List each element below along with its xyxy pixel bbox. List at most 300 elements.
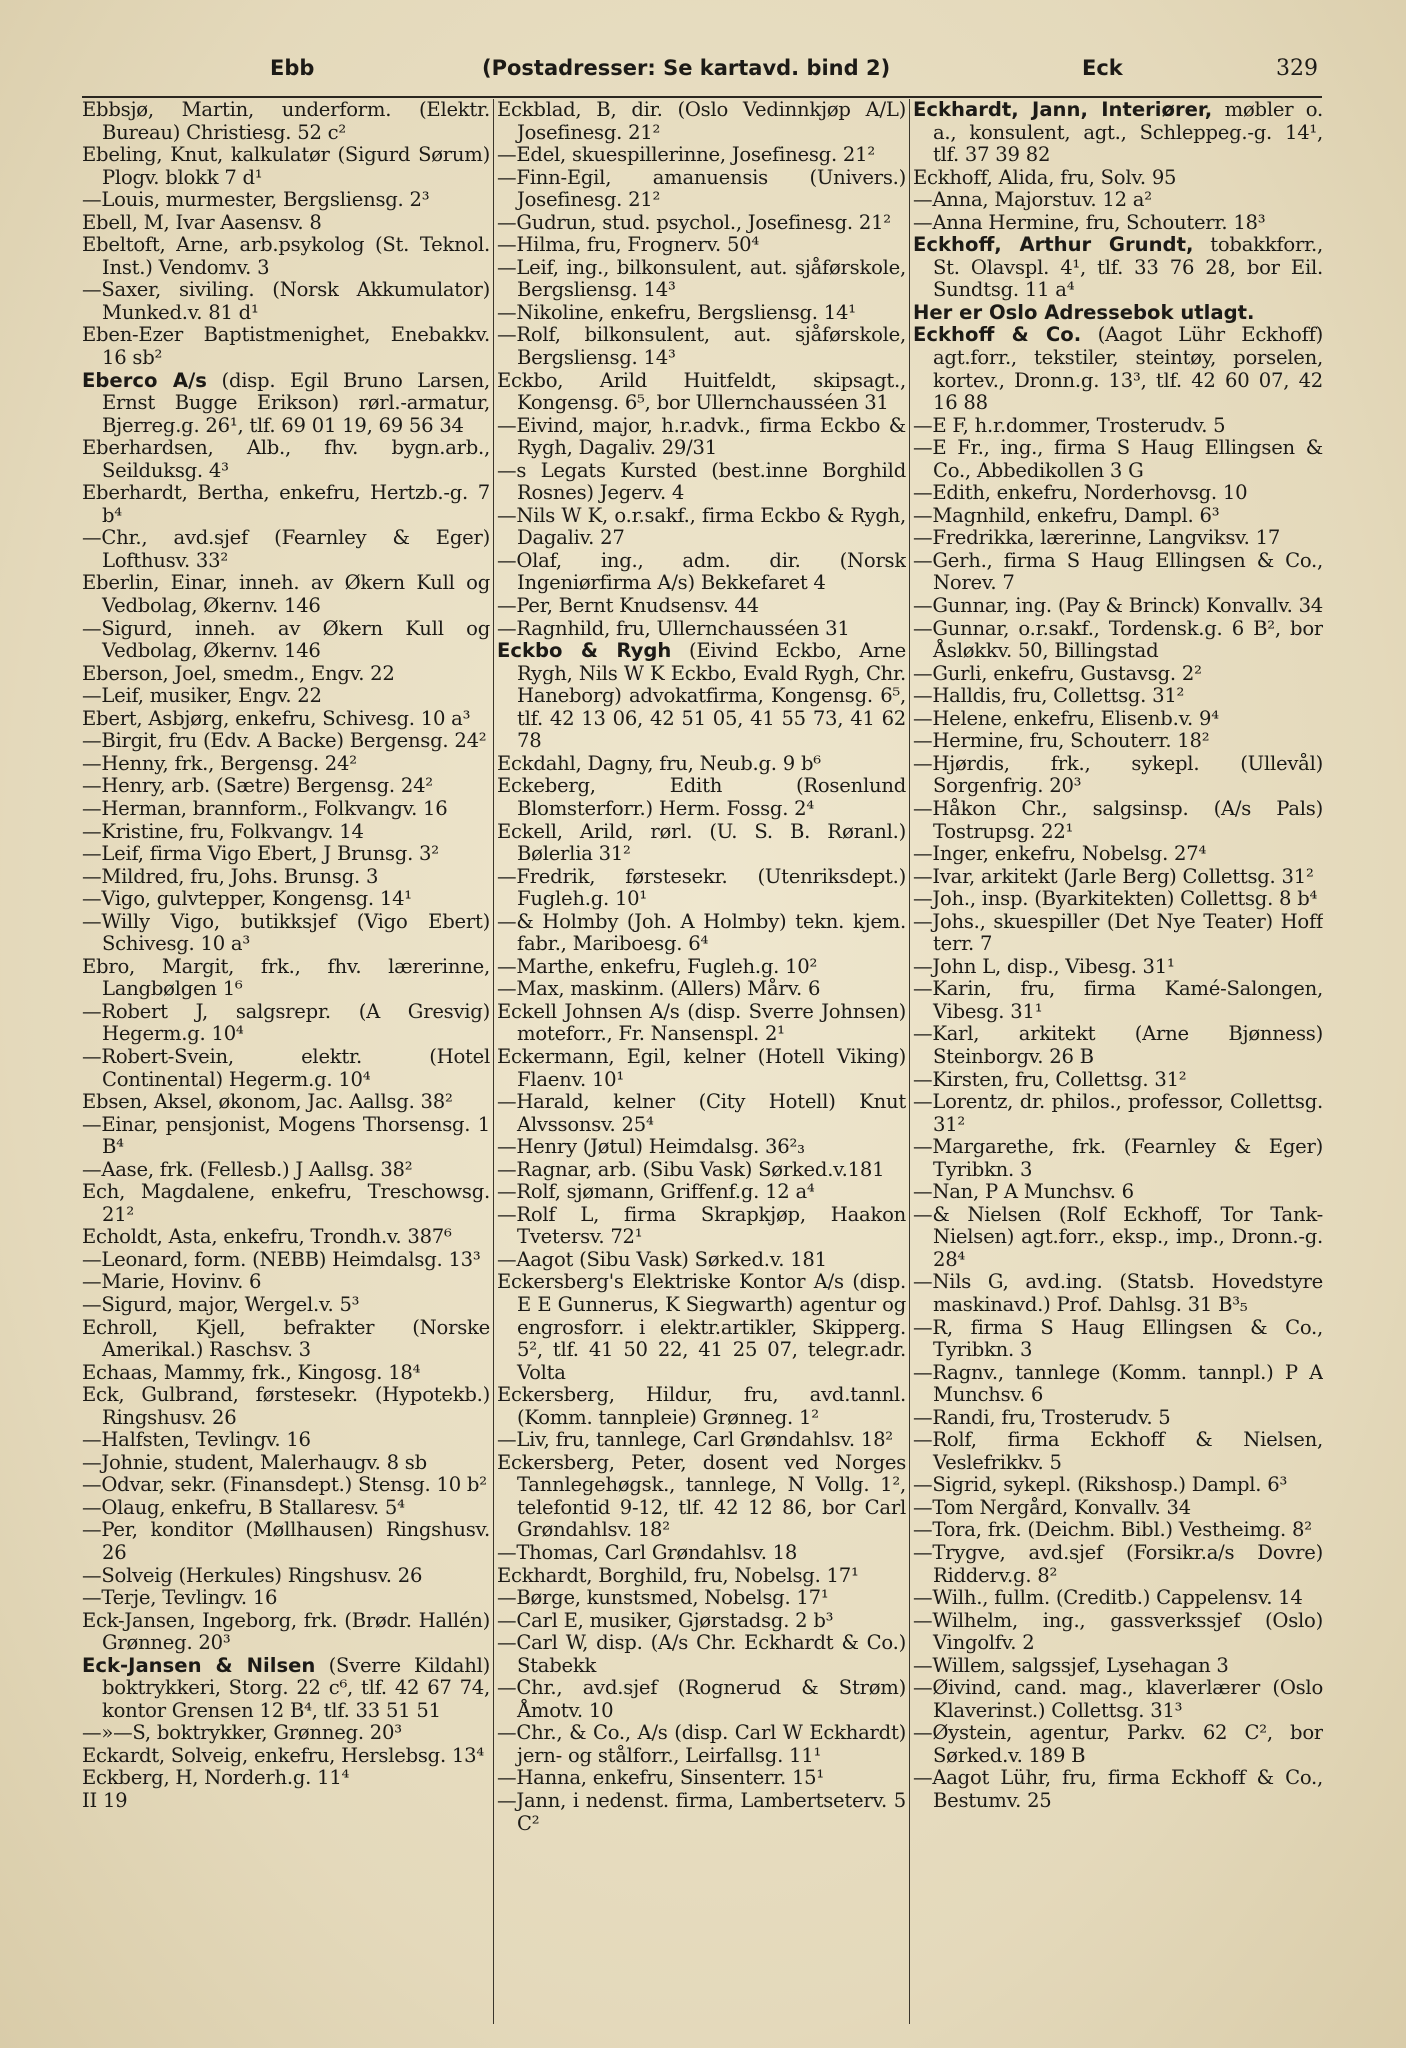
entry-text: —Anna Hermine, fru, Schouterr. 18³ [913, 210, 1266, 234]
directory-entry [497, 505, 906, 550]
entry-text: Eberhardsen, Alb., fhv. bygn.arb., Seilduksg. 4³ [82, 436, 490, 482]
directory-entry [913, 167, 1323, 190]
directory-entry [913, 1519, 1323, 1542]
entry-text: —Herman, brannform., Folkvangv. 16 [82, 796, 448, 820]
directory-entry [82, 1046, 490, 1091]
directory-entry [913, 798, 1323, 843]
directory-entry [913, 1271, 1323, 1316]
directory-entry [913, 866, 1323, 889]
entry-text: Echroll, Kjell, befrakter (Norske Amerikal.) Raschsv. 3 [82, 1315, 490, 1362]
column-divider [493, 99, 494, 2024]
entry-text: —Willy Vigo, butikksjef (Vigo Ebert) Schivesg. 10 a³ [82, 909, 490, 956]
directory-entry [913, 1429, 1323, 1474]
entry-text: —Hermine, fru, Schouterr. 18² [913, 729, 1210, 753]
directory-entry [913, 1407, 1323, 1430]
directory-entry [913, 1069, 1323, 1092]
directory-entry [82, 843, 490, 866]
directory-entry [913, 1542, 1323, 1587]
directory-entry [497, 1565, 906, 1588]
entry-text: —Karin, fru, firma Kamé-Salongen, Vibesg. 31¹ [913, 977, 1323, 1023]
entry-text: —Saxer, siviling. (Norsk Akkumulator) Munked.v. 81 d¹ [82, 278, 490, 324]
entry-text: Eckdahl, Dagny, fru, Neub.g. 9 b⁶ [497, 751, 821, 775]
directory-entry [82, 1745, 490, 1768]
entry-text: —& Nielsen (Rolf Eckhoff, Tor Tank-Nielsen) agt.forr., eksp., imp., Dronn.-g. 28⁴ [913, 1202, 1323, 1271]
entry-text: —Hilma, fru, Frognerv. 50⁴ [497, 233, 759, 257]
directory-entry [913, 1317, 1323, 1362]
entry-text: —Aagot (Sibu Vask) Sørked.v. 181 [497, 1247, 827, 1271]
entry-name-bold: Eckhoff & Co. [913, 323, 1082, 347]
directory-entry [497, 956, 906, 979]
entry-text: —Eivind, major, h.r.advk., firma Eckbo & Rygh, Dagaliv. 29/31 [497, 413, 906, 460]
directory-entry [82, 618, 490, 663]
entry-text: —Johnie, student, Malerhaugv. 8 sb [82, 1450, 427, 1474]
entry-text: —Nils W K, o.r.sakf., firma Eckbo & Rygh, Dagaliv. 27 [497, 503, 906, 550]
entry-text: Eckell Johnsen A/s (disp. Sverre Johnsen) moteforr., Fr. Nansenspl. 2¹ [497, 999, 906, 1046]
directory-entry [497, 1677, 906, 1722]
directory-entry [913, 730, 1323, 753]
entry-text: —Karl, arkitekt (Arne Bjønness) Steinborgv. 26 B [913, 1022, 1323, 1068]
entry-text: —Marie, Hovinv. 6 [82, 1270, 262, 1294]
entry-text: —Leif, musiker, Engv. 22 [82, 684, 322, 708]
entry-text: —Kirsten, fru, Collettsg. 31² [913, 1067, 1187, 1091]
directory-entry [497, 324, 906, 369]
entry-text: Eben-Ezer Baptistmenighet, Enebakkv. 16 sb² [82, 323, 490, 370]
directory-entry [913, 1136, 1323, 1181]
entry-text: —Gunnar, ing. (Pay & Brinck) Konvallv. 34 [913, 594, 1323, 618]
directory-entry [913, 1610, 1323, 1655]
entry-text: Eberhardt, Bertha, enkefru, Hertzb.-g. 7 b⁴ [82, 481, 490, 527]
directory-entry [82, 234, 490, 279]
entry-name-bold: Eberco A/s [82, 368, 207, 392]
directory-entry [497, 1271, 906, 1384]
entry-text: —Chr., avd.sjef (Fearnley & Eger) Lofthusv. 33² [82, 526, 490, 572]
directory-entry [82, 1091, 490, 1114]
entry-text: —Fredrik, førstesekr. (Utenriksdept.) Fugleh.g. 10¹ [497, 864, 906, 911]
entry-name-bold: Eckhardt, Jann, Interiører, [913, 99, 1213, 121]
directory-entry [82, 753, 490, 776]
directory-entry [497, 595, 906, 618]
entry-text: —Tom Nergård, Konvallv. 34 [913, 1495, 1191, 1519]
entry-text: Eckersberg, Peter, dosent ved Norges Tannlegehøgsk., tannlege, N Vollg. 1², telefontid 9-12, tlf. 42 12 86, bor Carl Grøndahlsv. 18² [497, 1450, 906, 1542]
entry-text: —Nils G, avd.ing. (Statsb. Hovedstyre maskinavd.) Prof. Dahlsg. 31 B³₅ [913, 1270, 1323, 1316]
entry-text: Ebbsjø, Martin, underform. (Elektr. Bureau) Christiesg. 52 c² [82, 99, 490, 144]
directory-entry [913, 99, 1323, 167]
directory-entry [497, 753, 906, 776]
entry-text: Eckell, Arild, rørl. (U. S. B. Røranl.) Bølerlia 31² [497, 819, 906, 866]
entry-text: —Solveig (Herkules) Ringshusv. 26 [82, 1563, 423, 1587]
directory-entry [913, 618, 1323, 663]
directory-entry [82, 775, 490, 798]
directory-entry [497, 1249, 906, 1272]
directory-entry [497, 167, 906, 212]
directory-entry [913, 1474, 1323, 1497]
entry-text: —Edith, enkefru, Norderhovsg. 10 [913, 481, 1248, 505]
directory-entry [497, 99, 906, 144]
entry-text: —Anna, Majorstuv. 12 a² [913, 188, 1152, 212]
entry-text: Ebeling, Knut, kalkulatør (Sigurd Sørum) Plogv. blokk 7 d¹ [82, 143, 490, 189]
directory-entry [82, 1452, 490, 1475]
entry-text: Ebell, M, Ivar Aasensv. 8 [82, 210, 322, 234]
entry-text: —s Legats Kursted (best.inne Borghild Rosnes) Jegerv. 4 [497, 458, 906, 505]
directory-entry [497, 1542, 906, 1565]
entry-name-bold: Eckbo & Rygh [497, 639, 672, 663]
directory-entry [913, 415, 1323, 438]
entry-text: —Ragnar, arb. (Sibu Vask) Sørked.v.181 [497, 1157, 885, 1181]
directory-entry [913, 437, 1323, 482]
directory-column-2 [497, 99, 906, 2024]
directory-entry [82, 189, 490, 212]
entry-text: Eberlin, Einar, inneh. av Økern Kull og Vedbolag, Økernv. 146 [82, 571, 490, 618]
entry-text: —& Holmby (Joh. A Holmby) tekn. kjem. fabr., Mariboesg. 6⁴ [497, 909, 906, 956]
entry-text: —Ragnv., tannlege (Komm. tannpl.) P A Munchsv. 6 [913, 1360, 1323, 1407]
entry-text: møbler o. a., konsulent, agt., Schleppeg.-g. 14¹, tlf. 37 39 82 [933, 99, 1323, 167]
directory-entry [497, 550, 906, 595]
entry-text: (disp. Egil Bruno Larsen, Ernst Bugge Erikson) rørl.-armatur, Bjerreg.g. 26¹, tlf. 69 01 19, 69 56 34 [102, 368, 490, 437]
directory-entry [82, 1655, 490, 1723]
entry-text: —Nikoline, enkefru, Bergsliensg. 14¹ [497, 300, 856, 324]
entry-text: —Gerh., firma S Haug Ellingsen & Co., Norev. 7 [913, 548, 1323, 595]
directory-entry [82, 821, 490, 844]
directory-entry [497, 911, 906, 956]
directory-entry [497, 1767, 906, 1790]
directory-entry [82, 1114, 490, 1159]
directory-entry [497, 1159, 906, 1182]
directory-entry [497, 1429, 906, 1452]
entry-text: —Chr., avd.sjef (Rognerud & Strøm) Åmotv. 10 [497, 1676, 906, 1722]
directory-entry [82, 1565, 490, 1588]
entry-text: —Halfsten, Tevlingv. 16 [82, 1428, 311, 1452]
entry-text: Eckardt, Solveig, enkefru, Herslebsg. 13⁴ [82, 1743, 484, 1767]
directory-entry [82, 212, 490, 235]
directory-entry [497, 257, 906, 302]
entry-text: —Helene, enkefru, Elisenb.v. 9⁴ [913, 706, 1219, 730]
entry-text: —Henry, arb. (Sætre) Bergensg. 24² [82, 774, 433, 798]
entry-text: Eckberg, H, Norderh.g. 11⁴ [82, 1766, 350, 1790]
directory-entry [913, 1362, 1323, 1407]
entry-text: —Marthe, enkefru, Fugleh.g. 10² [497, 954, 818, 978]
entry-text: (Eivind Eckbo, Arne Rygh, Nils W K Eckbo, Evald Rygh, Chr. Haneborg) advokatfirma, Kongensg. 6⁵, tlf. 42 13 06, 42 51 05, 41 55 73, 41 62 78 [517, 639, 906, 753]
directory-entry [913, 911, 1323, 956]
directory-entry [82, 685, 490, 708]
directory-entry [913, 527, 1323, 550]
directory-entry [82, 1159, 490, 1182]
page-number: 329 [1276, 56, 1318, 81]
directory-entry [913, 1722, 1323, 1767]
entry-text: —Finn-Egil, amanuensis (Univers.) Josefinesg. 21² [497, 165, 906, 212]
directory-entry [497, 1136, 906, 1159]
directory-entry [497, 1610, 906, 1633]
directory-entry [497, 234, 906, 257]
directory-entry [497, 821, 906, 866]
entry-text: —Chr., & Co., A/s (disp. Carl W Eckhardt) jern- og stålforr., Leirfallsg. 11¹ [497, 1721, 906, 1767]
entry-text: Eck, Gulbrand, førstesekr. (Hypotekb.) Ringshusv. 26 [82, 1383, 490, 1429]
directory-entry [82, 1317, 490, 1362]
directory-entry [913, 708, 1323, 731]
entry-text: —Olaf, ing., adm. dir. (Norsk Ingeniørfirma A/s) Bekkefaret 4 [497, 548, 906, 595]
entry-text: —Sigurd, major, Wergel.v. 5³ [82, 1292, 360, 1316]
directory-entry [82, 144, 490, 189]
directory-entry [497, 1046, 906, 1091]
entry-text: —Trygve, avd.sjef (Forsikr.a/s Dovre) Ridderv.g. 8² [913, 1541, 1323, 1587]
entry-name-bold: Eck-Jansen & Nilsen [82, 1653, 316, 1677]
directory-entry [82, 324, 490, 369]
entry-name-bold: Eckhoff, Arthur Grundt, [913, 233, 1194, 257]
entry-text: —Håkon Chr., salgsinsp. (A/s Pals) Tostrupsg. 22¹ [913, 796, 1323, 843]
directory-entry [82, 437, 490, 482]
directory-entry [913, 956, 1323, 979]
entry-text: —Lorentz, dr. philos., professor, Collettsg. 31² [913, 1090, 1323, 1136]
directory-entry [497, 1091, 906, 1136]
entry-text: —E Fr., ing., firma S Haug Ellingsen & Co., Abbedikollen 3 G [913, 436, 1323, 482]
directory-entry [82, 1790, 490, 1813]
page-header [82, 56, 1318, 92]
directory-entry [497, 1790, 906, 1835]
directory-entry [82, 370, 490, 438]
directory-entry [82, 1587, 490, 1610]
entry-text: —Tora, frk. (Deichm. Bibl.) Vestheimg. 8² [913, 1518, 1312, 1542]
entry-text: —Robert J, salgsrepr. (A Gresvig) Hegerm.g. 10⁴ [82, 999, 490, 1046]
entry-text: —Odvar, sekr. (Finansdept.) Stensg. 10 b² [82, 1473, 487, 1497]
directory-entry [497, 302, 906, 325]
entry-text: Eckersberg, Hildur, fru, avd.tannl. (Komm. tannpleie) Grønneg. 1² [497, 1383, 906, 1429]
directory-entry [82, 527, 490, 572]
entry-text: —Max, maskinm. (Allers) Mårv. 6 [497, 977, 821, 1001]
directory-entry [82, 1001, 490, 1046]
entry-text: —Rolf L, firma Skrapkjøp, Haakon Tvetersv. 72¹ [497, 1202, 906, 1249]
entry-text: —Fredrikka, lærerinne, Langviksv. 17 [913, 526, 1281, 550]
entry-text: —Jann, i nedenst. firma, Lambertseterv. 5 C² [497, 1789, 906, 1835]
entry-text: —Wilhelm, ing., gassverkssjef (Oslo) Vingolfv. 2 [913, 1608, 1323, 1655]
entry-text: —Rolf, sjømann, Griffenf.g. 12 a⁴ [497, 1180, 815, 1204]
entry-text: —Leif, firma Vigo Ebert, J Brunsg. 3² [82, 842, 439, 866]
directory-entry [913, 1091, 1323, 1136]
directory-entry [497, 618, 906, 641]
entry-text: —Einar, pensjonist, Mogens Thorsensg. 1 B⁴ [82, 1112, 490, 1159]
directory-entry [497, 1452, 906, 1542]
directory-entry [82, 708, 490, 731]
entry-text: —»—S, boktrykker, Grønneg. 20³ [82, 1721, 402, 1745]
entry-text: —Robert-Svein, elektr. (Hotel Continental) Hegerm.g. 10⁴ [82, 1044, 490, 1091]
entry-text: —Leonard, form. (NEBB) Heimdalsg. 13³ [82, 1247, 481, 1271]
directory-entry [497, 1587, 906, 1610]
entry-text: —Øystein, agentur, Parkv. 62 C², bor Sørked.v. 189 B [913, 1721, 1323, 1767]
entry-text: Eckbo, Arild Huitfeldt, skipsagt., Kongensg. 6⁵, bor Ullernchausséen 31 [497, 368, 906, 415]
entry-text: —Inger, enkefru, Nobelsg. 27⁴ [913, 842, 1207, 866]
directory-entry [82, 888, 490, 911]
entry-text: Eckersberg's Elektriske Kontor A/s (disp. E E Gunnerus, K Siegwarth) agentur og engrosforr. i elektr.artikler, Skipperg. 5², tlf. 41 50 22, 41 25 07, telegr.adr. Volta [497, 1270, 906, 1384]
column-divider [909, 99, 910, 2024]
directory-entry [913, 978, 1323, 1023]
directory-entry [82, 1362, 490, 1385]
directory-entry [913, 663, 1323, 686]
entry-text: tobakkforr., St. Olavspl. 4¹, tlf. 33 76 28, bor Eil. Sundtsg. 11 a⁴ [933, 233, 1323, 302]
directory-entry [913, 1677, 1323, 1722]
directory-entry [497, 212, 906, 235]
directory-entry [913, 1204, 1323, 1272]
entry-text: Ebert, Asbjørg, enkefru, Schivesg. 10 a³ [82, 706, 471, 730]
entry-text: —Birgit, fru (Edv. A Backe) Bergensg. 24² [82, 729, 487, 753]
directory-entry [82, 1474, 490, 1497]
entry-text: Ech, Magdalene, enkefru, Treschowsg. 21² [82, 1180, 490, 1226]
directory-entry [913, 324, 1323, 414]
entry-text: —Ivar, arkitekt (Jarle Berg) Collettsg. 31² [913, 864, 1314, 888]
directory-entry [82, 1722, 490, 1745]
directory-entry [913, 482, 1323, 505]
entry-text: —Gurli, enkefru, Gustavsg. 2² [913, 661, 1202, 685]
entry-text: —Thomas, Carl Grøndahlsv. 18 [497, 1541, 798, 1564]
directory-entry [82, 1271, 490, 1294]
directory-entry [913, 212, 1323, 235]
directory-entry [82, 1226, 490, 1249]
entry-text: —Sigrid, sykepl. (Rikshosp.) Dampl. 6³ [913, 1473, 1288, 1497]
entry-text: —Aagot Lühr, fru, firma Eckhoff & Co., Bestumv. 25 [913, 1766, 1323, 1813]
directory-entry [82, 1429, 490, 1452]
directory-entry [82, 1294, 490, 1317]
directory-entry [913, 302, 1323, 325]
directory-entry [82, 956, 490, 1001]
directory-entry [82, 798, 490, 821]
entry-text: (Sverre Kildahl) boktrykkeri, Storg. 22 c⁶, tlf. 42 67 74, kontor Grensen 12 B⁴, tlf. 33 51 51 [102, 1653, 490, 1722]
directory-column-1 [82, 99, 490, 2024]
entry-text: Ebsen, Aksel, økonom, Jac. Aallsg. 38² [82, 1090, 453, 1114]
entry-text: —Olaug, enkefru, B Stallaresv. 5⁴ [82, 1495, 405, 1519]
directory-entry [497, 640, 906, 753]
entry-text: Echoldt, Asta, enkefru, Trondh.v. 387⁶ [82, 1225, 452, 1249]
directory-entry [82, 1519, 490, 1564]
directory-entry [913, 753, 1323, 798]
entry-text: —Sigurd, inneh. av Økern Kull og Vedbolag, Økernv. 146 [82, 616, 490, 663]
directory-entry [913, 1767, 1323, 1812]
entry-text: Ebeltoft, Arne, arb.psykolog (St. Teknol. Inst.) Vendomv. 3 [82, 233, 490, 279]
directory-entry [913, 234, 1323, 302]
entry-text: Eckermann, Egil, kelner (Hotell Viking) Flaenv. 10¹ [497, 1044, 906, 1091]
directory-entry [82, 1610, 490, 1655]
directory-entry [497, 978, 906, 1001]
entry-text: Eckeberg, Edith (Rosenlund Blomsterforr.) Herm. Fossg. 2⁴ [497, 774, 906, 820]
directory-entry [497, 1384, 906, 1429]
entry-text: —Halldis, fru, Collettsg. 31² [913, 684, 1185, 708]
entry-text: —Hjørdis, frk., sykepl. (Ullevål) Sorgenfrig. 20³ [913, 751, 1323, 798]
header-left-word: Ebb [270, 56, 315, 80]
directory-entry [913, 1181, 1323, 1204]
entry-text: —R, firma S Haug Ellingsen & Co., Tyribkn. 3 [913, 1315, 1323, 1362]
directory-entry [82, 911, 490, 956]
header-right-word: Eck [1082, 56, 1123, 80]
entry-text: —Vigo, gulvtepper, Kongensg. 14¹ [82, 887, 412, 911]
directory-entry [497, 1001, 906, 1046]
entry-text: —Gunnar, o.r.sakf., Tordensk.g. 6 B², bor Åsløkkv. 50, Billingstad [913, 616, 1323, 663]
directory-entry [913, 1655, 1323, 1678]
directory-entry [82, 1384, 490, 1429]
entry-text: —Børge, kunstsmed, Nobelsg. 17¹ [497, 1586, 829, 1610]
entry-text: II 19 [82, 1789, 128, 1813]
entry-text: —Kristine, fru, Folkvangv. 14 [82, 819, 364, 843]
directory-entry [497, 1722, 906, 1767]
entry-text: —Per, konditor (Møllhausen) Ringshusv. 26 [82, 1518, 490, 1564]
entry-text: —Louis, murmester, Bergsliensg. 2³ [82, 188, 430, 212]
entry-text: —Henry (Jøtul) Heimdalsg. 36²₃ [497, 1135, 805, 1159]
directory-entry [913, 685, 1323, 708]
directory-entry [82, 99, 490, 144]
directory-entry [82, 1497, 490, 1520]
directory-entry [497, 1181, 906, 1204]
header-center-text: (Postadresser: Se kartavd. bind 2) [482, 56, 891, 80]
directory-entry [497, 460, 906, 505]
entry-text: —Per, Bernt Knudsensv. 44 [497, 594, 759, 618]
directory-entry [82, 1181, 490, 1226]
directory-entry [913, 550, 1323, 595]
entry-text: —Aase, frk. (Fellesb.) J Aallsg. 38² [82, 1157, 413, 1181]
entry-text: —Ragnhild, fru, Ullernchausséen 31 [497, 616, 850, 640]
entry-text: —Terje, Tevlingv. 16 [82, 1586, 278, 1610]
directory-entry [497, 144, 906, 167]
header-rule [82, 96, 1322, 98]
directory-entry [497, 866, 906, 911]
entry-text: —E F, h.r.dommer, Trosterudv. 5 [913, 413, 1226, 437]
entry-text: —Wilh., fullm. (Creditb.) Cappelensv. 14 [913, 1586, 1303, 1610]
entry-text: —Edel, skuespillerinne, Josefinesg. 21² [497, 143, 875, 167]
entry-text: Eberson, Joel, smedm., Engv. 22 [82, 661, 395, 685]
directory-entry [497, 775, 906, 820]
directory-entry [497, 1204, 906, 1249]
entry-text: —Nan, P A Munchsv. 6 [913, 1180, 1134, 1204]
directory-entry [82, 572, 490, 617]
advert-line: Her er Oslo Adressebok utlagt. [913, 300, 1255, 324]
directory-entry [913, 1023, 1323, 1068]
entry-text: —Hanna, enkefru, Sinsenterr. 15¹ [497, 1766, 824, 1790]
entry-text: —Leif, ing., bilkonsulent, aut. sjåførskole, Bergsliensg. 14³ [497, 255, 906, 302]
entry-text: —Mildred, fru, Johs. Brunsg. 3 [82, 864, 379, 888]
entry-text: —Liv, fru, tannlege, Carl Grøndahlsv. 18² [497, 1428, 893, 1452]
entry-text: Ebro, Margit, frk., fhv. lærerinne, Langbølgen 1⁶ [82, 954, 490, 1001]
entry-text: —Joh., insp. (Byarkitekten) Collettsg. 8 b⁴ [913, 887, 1318, 911]
directory-entry [497, 370, 906, 415]
directory-entry [82, 663, 490, 686]
directory-entry [913, 843, 1323, 866]
directory-entry [82, 1249, 490, 1272]
entry-text: (Aagot Lühr Eckhoff) agt.forr., tekstiler, steintøy, porselen, kortev., Dronn.g. 13³, tlf. 42 60 07, 42 16 88 [933, 323, 1323, 415]
entry-text: —Rolf, firma Eckhoff & Nielsen, Veslefrikkv. 5 [913, 1428, 1323, 1474]
directory-entry [82, 482, 490, 527]
directory-column-3 [913, 99, 1323, 2024]
entry-text: —Rolf, bilkonsulent, aut. sjåførskole, Bergsliensg. 14³ [497, 323, 906, 370]
directory-entry [913, 189, 1323, 212]
directory-entry [82, 279, 490, 324]
entry-text: —Carl E, musiker, Gjørstadsg. 2 b³ [497, 1608, 834, 1632]
directory-entry [82, 866, 490, 889]
directory-entry [497, 1632, 906, 1677]
entry-text: —Johs., skuespiller (Det Nye Teater) Hoff terr. 7 [913, 909, 1323, 956]
entry-text: Eckhardt, Borghild, fru, Nobelsg. 17¹ [497, 1563, 859, 1587]
entry-text: —Carl W, disp. (A/s Chr. Eckhardt & Co.) Stabekk [497, 1631, 906, 1677]
directory-entry [913, 1587, 1323, 1610]
entry-text: —Henny, frk., Bergensg. 24² [82, 751, 357, 775]
entry-text: —Willem, salgssjef, Lysehagan 3 [913, 1653, 1229, 1677]
entry-text: —Øivind, cand. mag., klaverlærer (Oslo Klaverinst.) Collettsg. 31³ [913, 1676, 1323, 1722]
entry-text: Eckhoff, Alida, fru, Solv. 95 [913, 165, 1177, 189]
entry-text: —Magnhild, enkefru, Dampl. 6³ [913, 503, 1220, 527]
entry-text: —Gudrun, stud. psychol., Josefinesg. 21² [497, 210, 891, 234]
entry-text: Echaas, Mammy, frk., Kingosg. 18⁴ [82, 1360, 421, 1384]
entry-text: —Margarethe, frk. (Fearnley & Eger) Tyribkn. 3 [913, 1135, 1323, 1181]
directory-entry [82, 730, 490, 753]
directory-entry [913, 595, 1323, 618]
entry-text: —Harald, kelner (City Hotell) Knut Alvssonsv. 25⁴ [497, 1090, 906, 1136]
entry-text: —John L, disp., Vibesg. 31¹ [913, 954, 1175, 978]
directory-entry [913, 888, 1323, 911]
entry-text: Eckblad, B, dir. (Oslo Vedinnkjøp A/L) Josefinesg. 21² [497, 99, 906, 144]
entry-text: Eck-Jansen, Ingeborg, frk. (Brødr. Hallén) Grønneg. 20³ [82, 1608, 490, 1655]
